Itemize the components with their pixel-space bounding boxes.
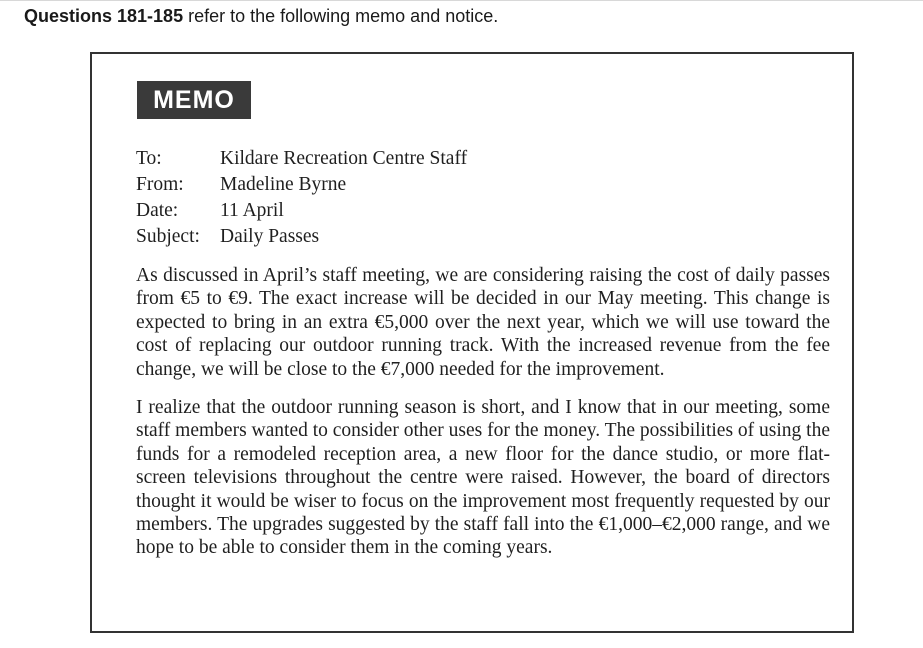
meta-row-from — [136, 172, 467, 198]
question-header — [24, 6, 498, 27]
memo-paragraph-2: I realize that the outdoor running season is short, and I know that in our meeting, some staff members wanted to consider other uses for the money. The possibilities of using the funds for a remodeled reception area, a new floor for the dance studio, or more flat-screen televisions throughout the centre were raised. However, the board of directors thought it would be wiser to focus on the improvement most frequently requested by our members. The upgrades suggested by the staff fall into the €1,000–€2,000 range, and we hope to be able to consider them in the coming years. — [136, 397, 830, 559]
memo-document — [90, 52, 854, 633]
memo-meta — [136, 146, 467, 250]
meta-row-date — [136, 198, 467, 224]
question-instruction: refer to the following memo and notice. — [183, 6, 499, 26]
memo-badge: MEMO — [137, 81, 251, 119]
meta-label-subject: Subject: — [136, 226, 200, 247]
meta-row-subject — [136, 224, 467, 250]
meta-value-subject: Daily Passes — [220, 226, 320, 247]
meta-value-to: Kildare Recreation Centre Staff — [220, 148, 468, 169]
memo-body — [136, 264, 830, 575]
memo-paragraph-1: As discussed in April’s staff meeting, we are considering raising the cost of daily passes from €5 to €9. The exact increase will be decided in our May meeting. This change is expected to bring in an extra €5,000 over the next year, which we will use toward the cost of replacing our outdoor running track. With the increased revenue from the fee change, we will be close to the €7,000 needed for the improvement. — [136, 265, 830, 380]
question-range: Questions 181-185 — [24, 6, 184, 26]
top-divider — [0, 0, 923, 1]
meta-value-date: 11 April — [220, 200, 284, 221]
meta-label-from: From: — [136, 174, 184, 195]
meta-label-date: Date: — [136, 200, 179, 221]
meta-row-to — [136, 146, 467, 172]
meta-value-from: Madeline Byrne — [220, 174, 347, 195]
meta-label-to: To: — [136, 148, 162, 169]
